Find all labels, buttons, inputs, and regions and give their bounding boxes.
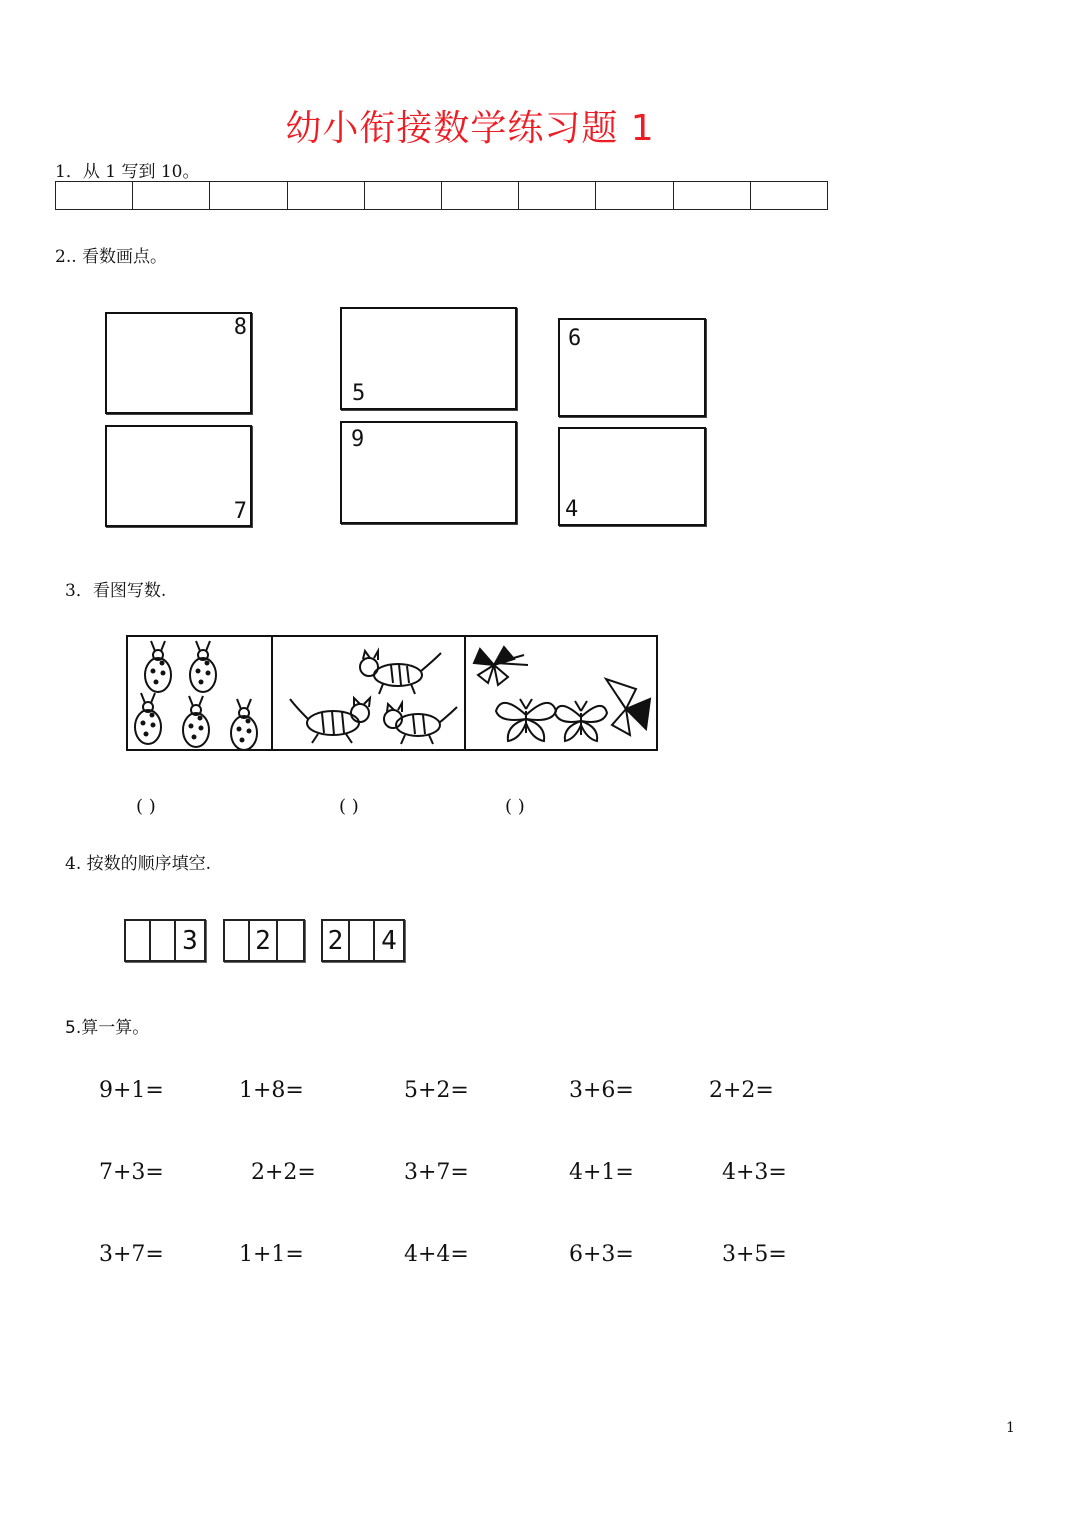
q3-prompt: 3．看图写数. [65, 581, 167, 601]
ladybug-panel [128, 637, 273, 749]
equation: 5+2= [404, 1078, 469, 1103]
dot-box[interactable] [105, 425, 252, 527]
q1-cell[interactable] [365, 182, 442, 209]
dot-box[interactable] [105, 312, 252, 414]
butterfly-icon [466, 637, 656, 749]
q1-cell[interactable] [751, 182, 827, 209]
equation: 3+5= [722, 1242, 787, 1267]
cat-panel [273, 637, 466, 749]
q1-cell[interactable] [288, 182, 365, 209]
equation: 3+7= [99, 1242, 164, 1267]
sequence-group [321, 919, 405, 962]
q1-cell[interactable] [210, 182, 287, 209]
q1-cell[interactable] [133, 182, 210, 209]
equation: 4+4= [404, 1242, 469, 1267]
equation: 4+3= [722, 1160, 787, 1185]
equation: 1+8= [239, 1078, 304, 1103]
sequence-cell[interactable] [278, 921, 303, 960]
dot-box-number: 6 [568, 326, 582, 351]
sequence-cell[interactable] [151, 921, 176, 960]
q3-answer-blank[interactable]: ( ) [136, 796, 156, 817]
sequence-cell: 2 [250, 921, 278, 960]
dot-box-number: 7 [233, 499, 247, 524]
dot-box-number: 8 [233, 315, 247, 340]
butterfly-panel [466, 637, 656, 749]
q3-picture-strip [126, 635, 658, 751]
equation: 1+1= [239, 1242, 304, 1267]
q4-prompt: 4. 按数的顺序填空. [65, 854, 212, 874]
equation: 6+3= [569, 1242, 634, 1267]
equation: 3+7= [404, 1160, 469, 1185]
sequence-cell: 4 [381, 926, 397, 956]
sequence-cell: 2 [323, 921, 350, 960]
q3-answer-blank[interactable]: ( ) [505, 796, 525, 817]
q2-prompt: 2.. 看数画点。 [55, 247, 168, 267]
sequence-group [223, 919, 305, 962]
equation: 7+3= [99, 1160, 164, 1185]
sequence-cell[interactable] [225, 921, 250, 960]
dot-box-number: 9 [351, 427, 365, 452]
dot-box[interactable] [558, 427, 706, 526]
sequence-cell[interactable] [126, 921, 151, 960]
q1-cell[interactable] [519, 182, 596, 209]
equation: 2+2= [251, 1160, 316, 1185]
q1-cell[interactable] [674, 182, 751, 209]
equation: 3+6= [569, 1078, 634, 1103]
dot-box[interactable] [340, 421, 517, 524]
q1-cell[interactable] [442, 182, 519, 209]
dot-box-number: 4 [565, 497, 579, 522]
q1-cell[interactable] [56, 182, 133, 209]
equation: 9+1= [99, 1078, 164, 1103]
dot-box-number: 5 [352, 381, 366, 406]
ladybug-icon [128, 637, 271, 749]
sequence-cell: 3 [182, 926, 198, 956]
page-title: 幼小衔接数学练习题 1 [285, 108, 655, 149]
q1-prompt: 1．从 1 写到 10。 [55, 162, 200, 182]
equation: 4+1= [569, 1160, 634, 1185]
sequence-cell[interactable] [350, 921, 375, 960]
q1-writing-grid [55, 181, 828, 210]
dot-box[interactable] [558, 318, 706, 417]
equation: 2+2= [709, 1078, 774, 1103]
q3-answer-blank[interactable]: ( ) [339, 796, 359, 817]
dot-box[interactable] [340, 307, 517, 410]
cat-icon [273, 637, 464, 749]
sequence-group [124, 919, 206, 962]
q5-prompt: 5.算一算。 [65, 1018, 150, 1038]
page-number: 1 [1006, 1420, 1015, 1436]
q1-cell[interactable] [596, 182, 673, 209]
